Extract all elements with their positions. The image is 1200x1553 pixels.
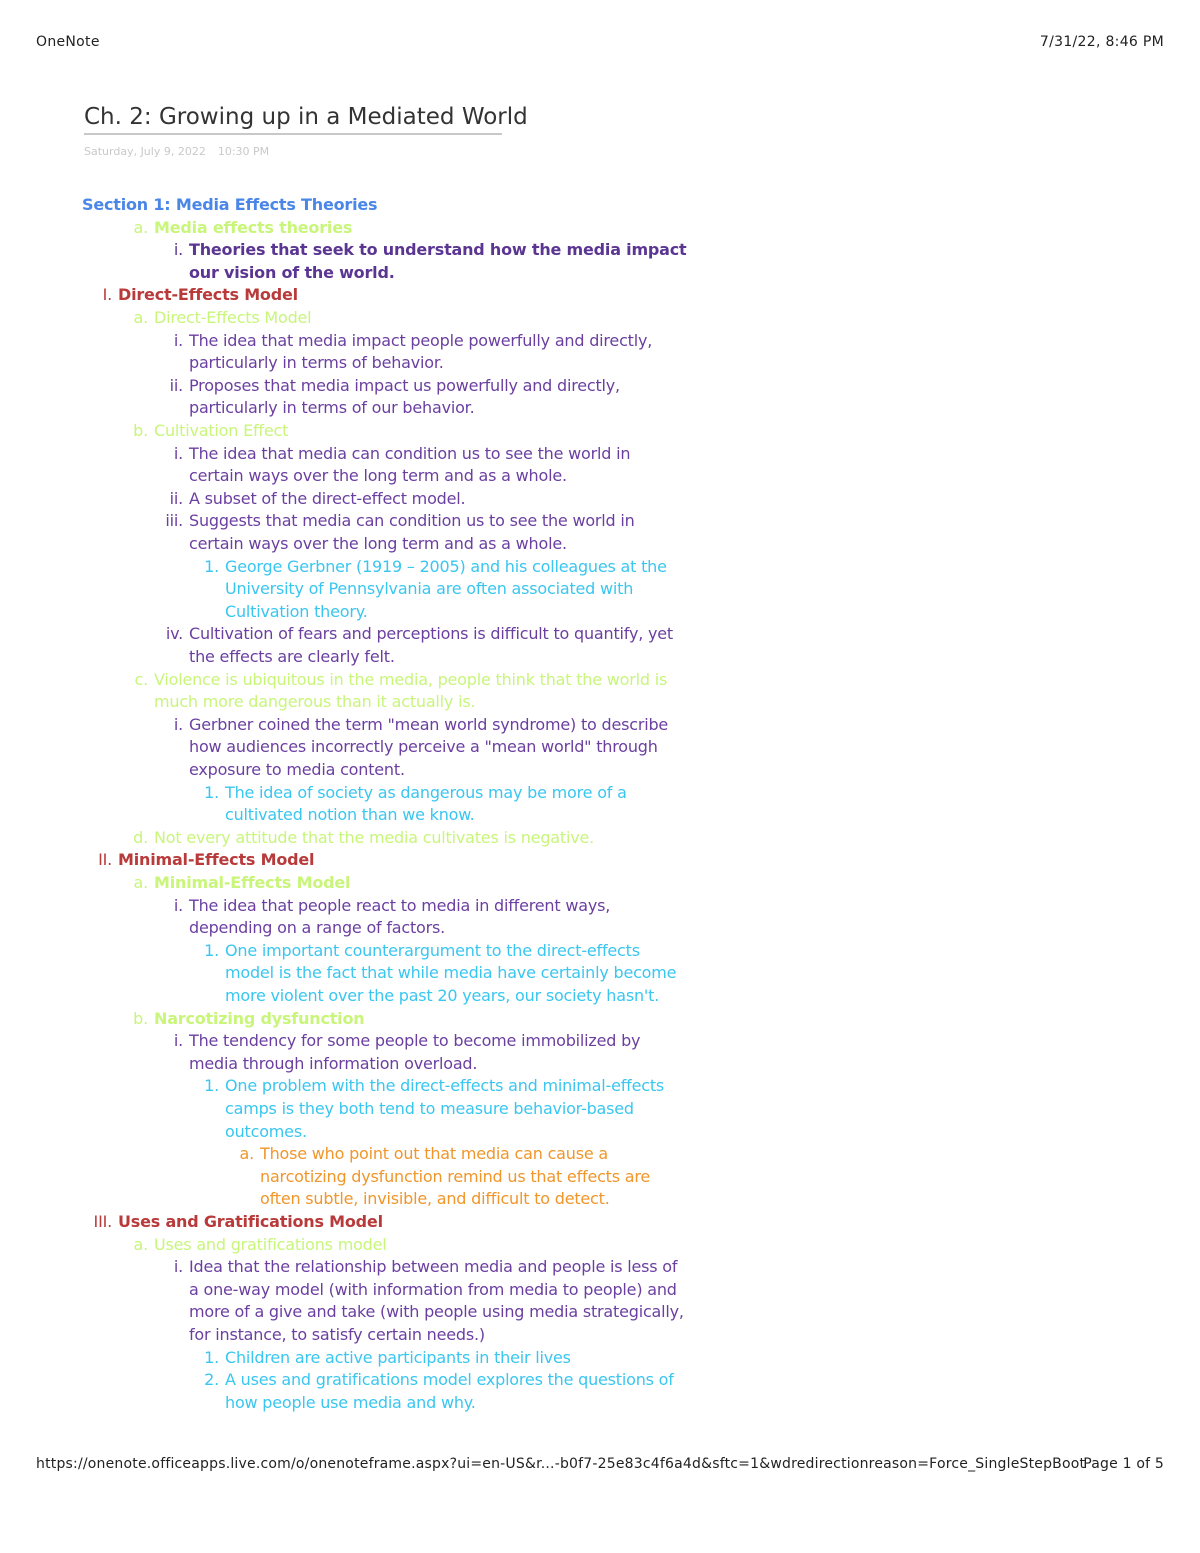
list-marker: b. (133, 1008, 148, 1028)
outline-line: Idea that the relationship between media and people is less of (189, 1257, 678, 1277)
outline-line: The idea that people react to media in different ways, (189, 895, 611, 915)
outline-line: exposure to media content. (189, 760, 405, 779)
outline-line: Cultivation of fears and perceptions is difficult to quantify, yet (189, 624, 673, 644)
list-marker: a. (133, 1234, 148, 1254)
outline-line: The idea that media impact people powerfully and directly, (189, 330, 653, 350)
outline-line: Cultivation Effect (154, 421, 289, 440)
outline-line: One problem with the direct-effects and minimal-effects (225, 1076, 665, 1096)
list-marker: 2. (204, 1370, 219, 1390)
list-marker: 1. (204, 1347, 219, 1367)
list-marker: ii. (169, 488, 183, 508)
outline-line: certain ways over the long term and as a whole. (189, 534, 567, 553)
outline-line: Direct-Effects Model (154, 308, 312, 327)
list-marker: a. (239, 1144, 254, 1164)
outline-line: how audiences incorrectly perceive a "mean world" through (189, 737, 658, 757)
list-marker: d. (133, 827, 148, 847)
outline-line: One important counterargument to the direct-effects (225, 940, 640, 960)
list-marker: a. (133, 873, 148, 892)
outline-line: Media effects theories (154, 217, 353, 237)
outline-heading: Direct-Effects Model (118, 285, 298, 305)
list-marker: 1. (204, 782, 219, 802)
page-url: https://onenote.officeapps.live.com/o/onenoteframe.aspx?ui=en-US&r...-b0f7-25e83c4f6a4d&sftc=1&wdredirectionreason=Force_SingleStepBoot (36, 1456, 1086, 1472)
outline-line: more of a give and take (with people using media strategically, (189, 1302, 684, 1322)
list-marker: i. (173, 240, 183, 260)
outline-line: cultivated notion than we know. (225, 805, 475, 825)
list-marker: a. (133, 217, 148, 237)
outline-line: The idea of society as dangerous may be more of a (225, 782, 627, 802)
list-marker: ii. (169, 375, 183, 395)
outline-line: Suggests that media can condition us to see the world in (189, 511, 635, 531)
list-marker: i. (173, 1031, 183, 1051)
outline-line: Proposes that media impact us powerfully and directly, (189, 375, 620, 395)
outline-line: Those who point out that media can cause a (260, 1144, 608, 1164)
outline-line: narcotizing dysfunction remind us that effects are (260, 1166, 651, 1186)
outline-line: The tendency for some people to become immobilized by (189, 1031, 641, 1051)
outline-line: much more dangerous than it actually is. (154, 692, 476, 712)
outline-line: Minimal-Effects Model (154, 873, 351, 892)
outline-line: media through information overload. (189, 1053, 478, 1073)
app-name: OneNote (36, 34, 100, 50)
list-marker: i. (173, 1257, 183, 1277)
list-marker: 1. (204, 1076, 219, 1096)
list-marker: II. (98, 850, 112, 870)
list-marker: 1. (204, 940, 219, 960)
outline-line: particularly in terms of behavior. (189, 353, 444, 373)
page-date: Saturday, July 9, 2022 (84, 145, 206, 158)
outline-line: often subtle, invisible, and difficult to detect. (260, 1189, 610, 1209)
outline-line: particularly in terms of our behavior. (189, 398, 475, 418)
outline-line: Theories that seek to understand how the media impact (189, 240, 687, 260)
outline-line: camps is they both tend to measure behavior-based (225, 1099, 634, 1118)
page-dateline (84, 145, 269, 158)
list-marker: 1. (204, 556, 219, 576)
list-marker: I. (102, 285, 112, 305)
outline-line: outcomes. (225, 1121, 307, 1141)
list-marker: i. (173, 895, 183, 915)
outline-line: Narcotizing dysfunction (154, 1008, 365, 1028)
outline-line: depending on a range of factors. (189, 918, 446, 938)
outline-line: Not every attitude that the media cultivates is negative. (154, 827, 594, 847)
outline-line: George Gerbner (1919 – 2005) and his colleagues at the (225, 556, 667, 576)
outline-line: our vision of the world. (189, 262, 395, 282)
page-number: Page 1 of 5 (1083, 1456, 1164, 1472)
outline-line: more violent over the past 20 years, our society hasn't. (225, 986, 660, 1005)
outline-line: The idea that media can condition us to see the world in (189, 443, 631, 463)
list-marker: iii. (165, 511, 183, 531)
print-timestamp: 7/31/22, 8:46 PM (1039, 34, 1164, 50)
list-marker: c. (134, 669, 148, 689)
list-marker: i. (173, 714, 183, 734)
section-heading: Section 1: Media Effects Theories (82, 195, 378, 214)
outline-line: Cultivation theory. (225, 601, 368, 621)
outline-heading: Minimal-Effects Model (118, 850, 315, 870)
list-marker: i. (173, 443, 183, 463)
page-title: Ch. 2: Growing up in a Mediated World (84, 104, 502, 135)
outline-line: for instance, to satisfy certain needs.) (189, 1325, 485, 1344)
page-time: 10:30 PM (217, 145, 270, 158)
outline-line: Violence is ubiquitous in the media, people think that the world is (154, 669, 668, 689)
outline-line: University of Pennsylvania are often associated with (225, 579, 634, 599)
list-marker: i. (173, 330, 183, 350)
outline-line: a one-way model (with information from media to people) and (189, 1279, 677, 1299)
list-marker: b. (133, 421, 148, 440)
outline-line: model is the fact that while media have certainly become (225, 963, 677, 983)
outline-line: certain ways over the long term and as a whole. (189, 466, 567, 486)
outline-line: Gerbner coined the term "mean world syndrome) to describe (189, 714, 669, 734)
outline-line: Uses and gratifications model (154, 1234, 387, 1254)
outline-line: Children are active participants in their lives (225, 1347, 571, 1367)
outline-heading: Uses and Gratifications Model (118, 1212, 383, 1231)
outline-line: A subset of the direct-effect model. (189, 488, 466, 508)
list-marker: III. (93, 1212, 112, 1231)
outline-line: A uses and gratifications model explores the questions of (225, 1370, 674, 1390)
list-marker: a. (133, 308, 148, 327)
outline-line: how people use media and why. (225, 1392, 476, 1412)
outline-line: the effects are clearly felt. (189, 647, 395, 666)
list-marker: iv. (165, 624, 183, 644)
